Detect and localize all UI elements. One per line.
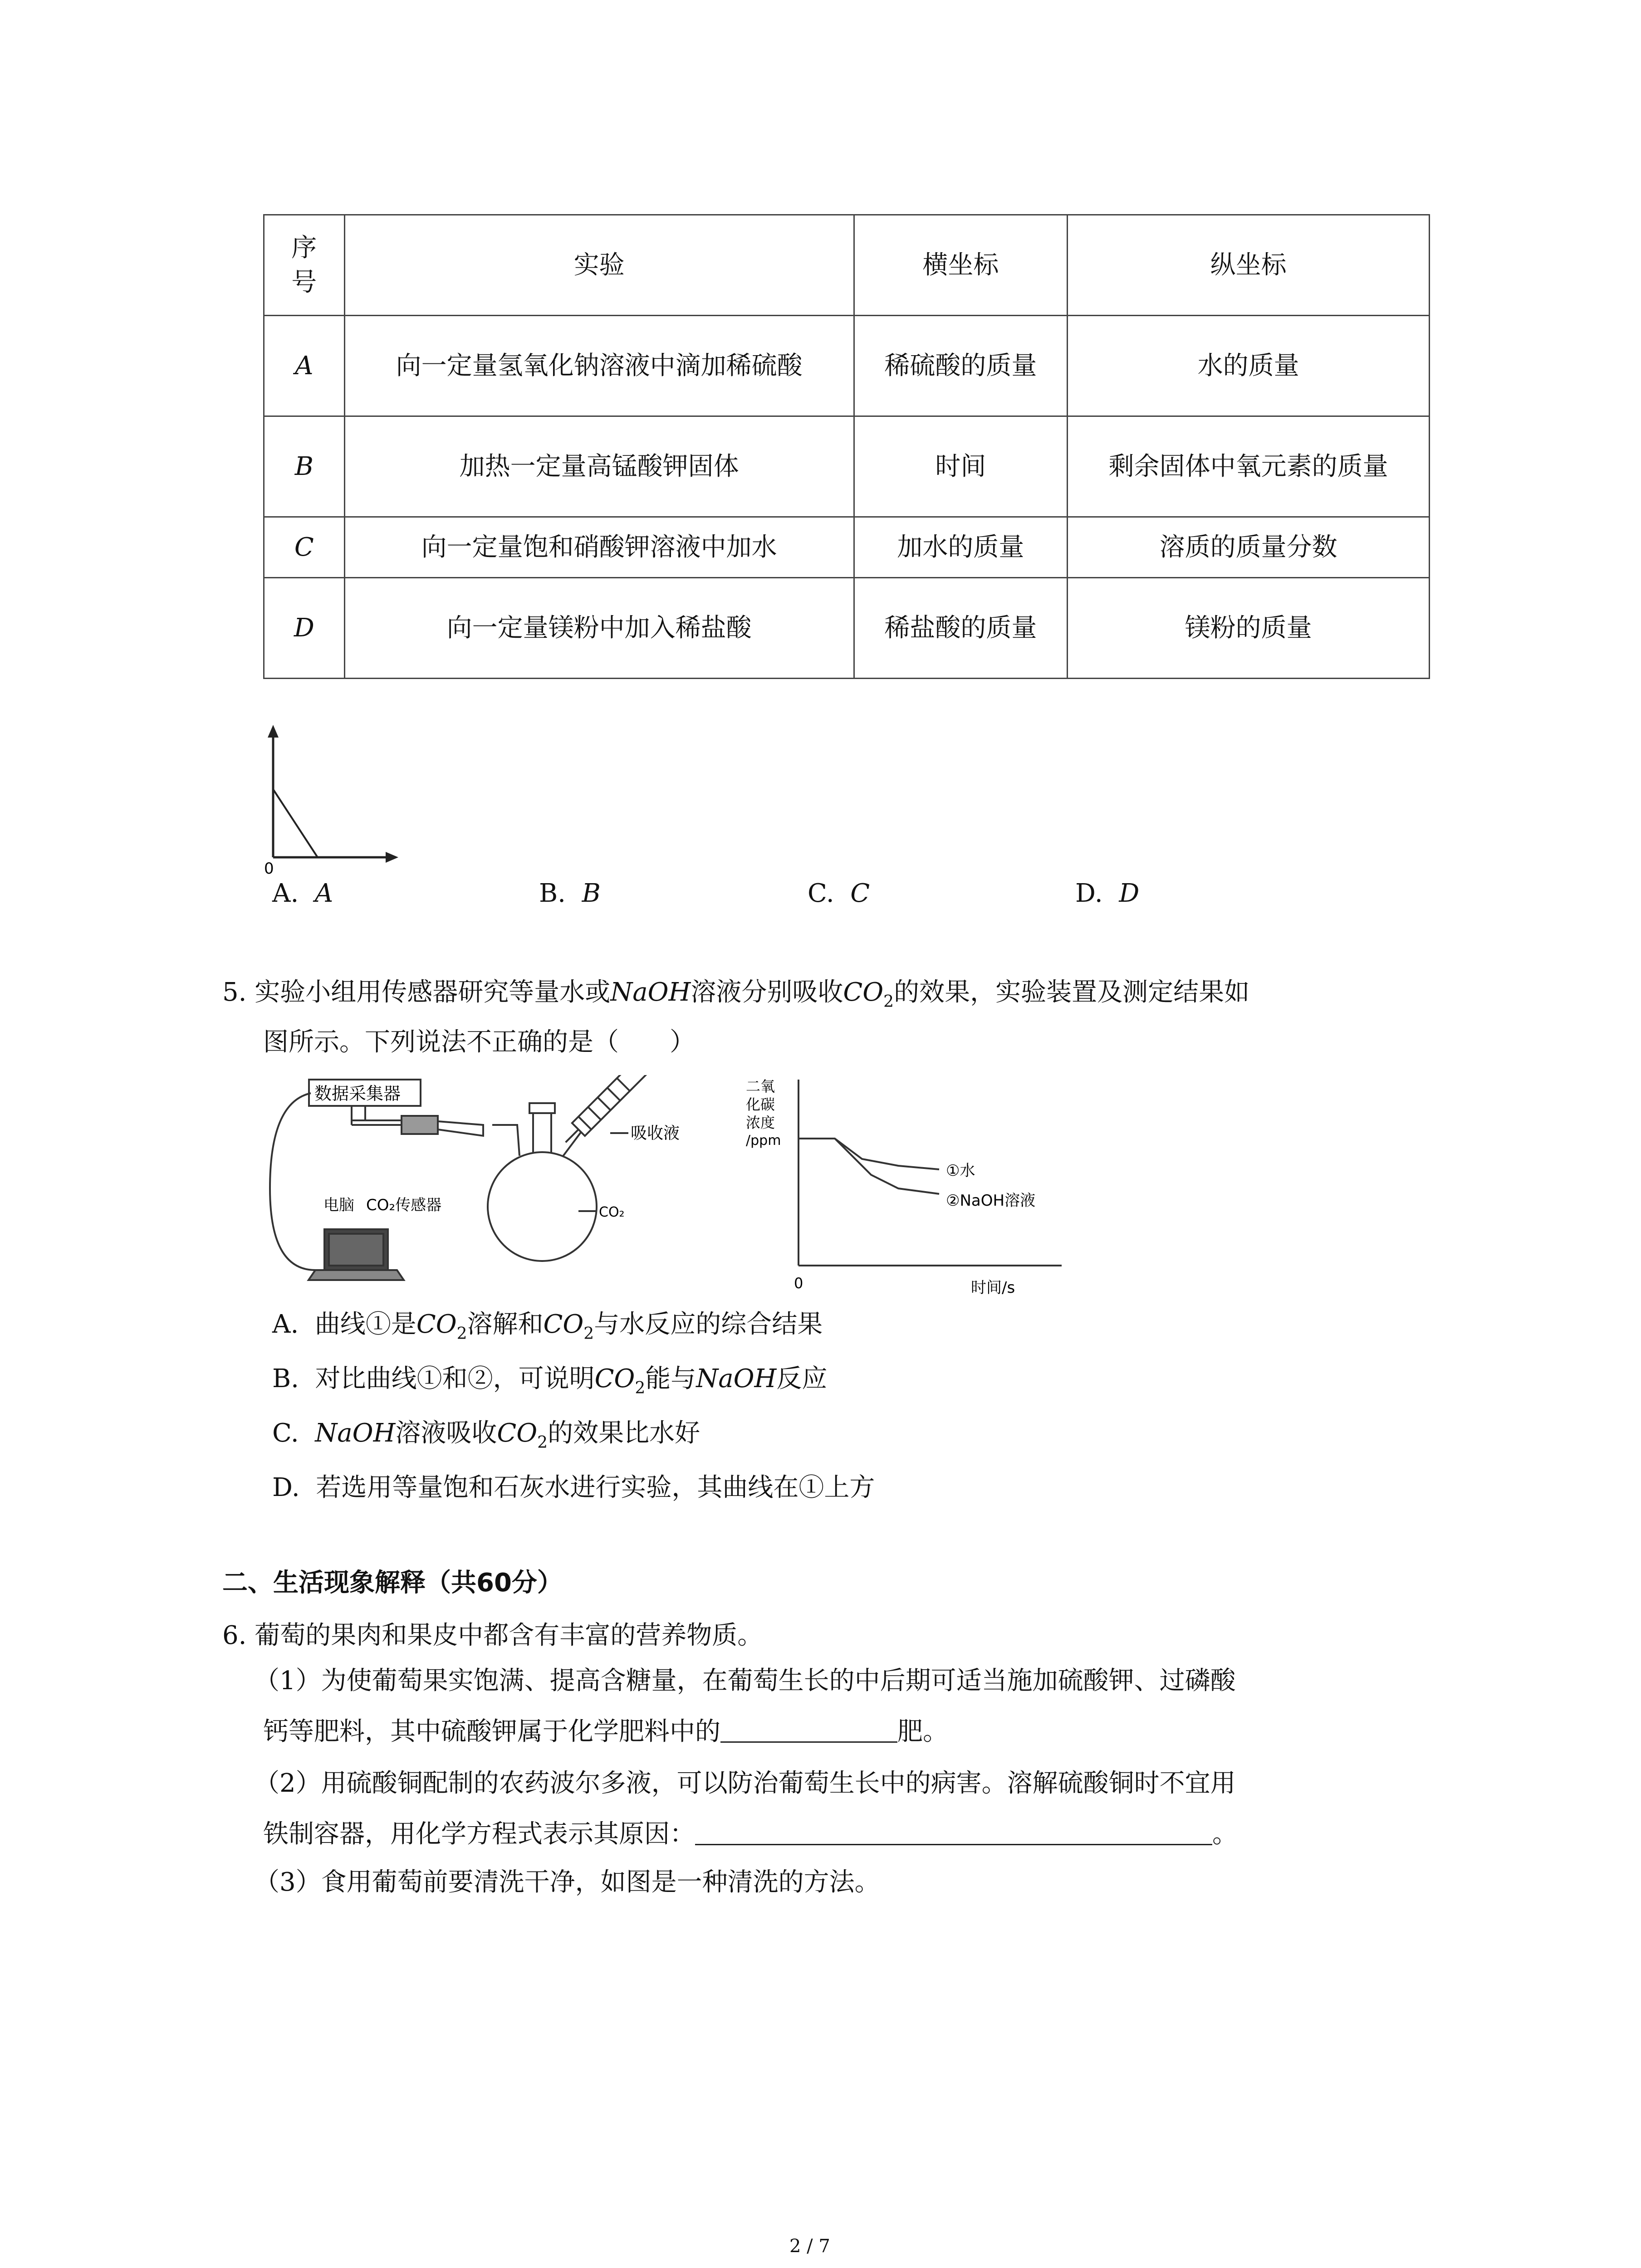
- q6-stem: 6. 葡萄的果肉和果皮中都含有丰富的营养物质。: [222, 1621, 763, 1650]
- q6-part2-line2: 铁制容器，用化学方程式表示其原因： 。: [263, 1819, 1238, 1849]
- row-id: B: [264, 416, 345, 517]
- row-id: D: [264, 578, 345, 679]
- row-experiment: 向一定量镁粉中加入稀盐酸: [344, 578, 854, 679]
- table-row: [264, 578, 1430, 679]
- table-row: [264, 517, 1430, 578]
- sensor-label: CO₂传感器: [366, 1196, 442, 1214]
- header-y-axis: 纵坐标: [1068, 215, 1430, 316]
- page-number: 2 / 7: [789, 2236, 830, 2257]
- curve-naoh: [835, 1139, 939, 1194]
- graph-ylabel-4: /ppm: [746, 1133, 781, 1149]
- q4-option-b[interactable]: B. B: [539, 879, 601, 908]
- section-2-title: 二、生活现象解释（共60分）: [222, 1568, 563, 1598]
- small-line-graph: [254, 721, 404, 875]
- equation-answer-blank[interactable]: [695, 1822, 1212, 1845]
- co2-sensor: [402, 1116, 438, 1134]
- curve-water-label: ①水: [946, 1162, 975, 1180]
- curve-water: [798, 1139, 939, 1169]
- absorbent-label: 吸收液: [631, 1124, 680, 1143]
- row-y: 水的质量: [1068, 316, 1430, 416]
- table-row: [264, 316, 1430, 416]
- row-x: 稀盐酸的质量: [854, 578, 1068, 679]
- row-y: 溶质的质量分数: [1068, 517, 1430, 578]
- curve-naoh-label: ②NaOH溶液: [946, 1192, 1036, 1210]
- q5-stem-line2: 图所示。下列说法不正确的是（ ）: [263, 1027, 695, 1057]
- row-experiment: 向一定量氢氧化钠溶液中滴加稀硫酸: [344, 316, 854, 416]
- computer-label: 电脑: [323, 1196, 354, 1214]
- apparatus-figure: [265, 1075, 733, 1288]
- graph-ylabel-1: 二氧: [746, 1078, 775, 1095]
- collector-label: 数据采集器: [314, 1084, 401, 1104]
- row-x: 加水的质量: [854, 517, 1068, 578]
- gas-label: CO₂: [599, 1204, 625, 1220]
- q6-part1-line2: 钙等肥料，其中硫酸钾属于化学肥料中的 肥。: [263, 1717, 948, 1746]
- row-experiment: 加热一定量高锰酸钾固体: [344, 416, 854, 517]
- header-index: 序 号: [264, 215, 345, 316]
- table-row: [264, 416, 1430, 517]
- fertilizer-answer-blank[interactable]: [720, 1720, 897, 1743]
- y-axis-arrow: [268, 725, 279, 738]
- q6-part1-line1: （1）为使葡萄果实饱满、提高含糖量，在葡萄生长的中后期可适当施加硫酸钾、过磷酸: [254, 1666, 1236, 1696]
- table-header-row: [264, 215, 1430, 316]
- graph-ylabel-2: 化碳: [746, 1096, 775, 1113]
- graph-ylabel-3: 浓度: [746, 1114, 775, 1131]
- q5-option-c[interactable]: C. NaOH溶液吸收$CO_2$的效果比水好: [272, 1418, 700, 1452]
- experiment-table: [263, 214, 1430, 679]
- row-y: 剩余固体中氧元素的质量: [1068, 416, 1430, 517]
- wire-collector-computer: [270, 1093, 320, 1270]
- q4-option-c[interactable]: C. C: [808, 879, 870, 908]
- row-id: C: [264, 517, 345, 578]
- three-neck-flask: [488, 1152, 597, 1261]
- graph-xlabel: 时间/s: [971, 1279, 1015, 1297]
- q4-option-d[interactable]: D. D: [1075, 879, 1140, 908]
- wire-collector-sensor: [365, 1106, 370, 1120]
- q5-option-a[interactable]: A. 曲线①是$CO_2$溶解和$CO_2$与水反应的综合结果: [272, 1310, 823, 1343]
- header-x-axis: 横坐标: [854, 215, 1068, 316]
- q5-option-b[interactable]: B. 对比曲线①和②，可说明$CO_2$能与NaOH反应: [272, 1364, 828, 1398]
- q6-part3: （3）食用葡萄前要清洗干净，如图是一种清洗的方法。: [254, 1867, 880, 1897]
- header-experiment: 实验: [344, 215, 854, 316]
- graph-origin: 0: [264, 860, 274, 875]
- q5-option-d[interactable]: D. 若选用等量饱和石灰水进行实验，其曲线在①上方: [272, 1473, 875, 1502]
- sensor-tube: [438, 1121, 483, 1136]
- q4-option-a[interactable]: A. A: [272, 879, 333, 908]
- q5-stem-line1: 5. 实验小组用传感器研究等量水或NaOH溶液分别吸收$CO_2$的效果，实验装置及测定结果如: [222, 978, 1250, 1011]
- q6-part2-line1: （2）用硫酸铜配制的农药波尔多液，可以防治葡萄生长中的病害。溶解硫酸铜时不宜用: [254, 1769, 1236, 1798]
- row-x: 稀硫酸的质量: [854, 316, 1068, 416]
- x-axis-arrow: [386, 852, 398, 863]
- row-y: 镁粉的质量: [1068, 578, 1430, 679]
- row-x: 时间: [854, 416, 1068, 517]
- graph-origin: 0: [794, 1275, 803, 1292]
- row-experiment: 向一定量饱和硝酸钾溶液中加水: [344, 517, 854, 578]
- co2-concentration-graph: [744, 1075, 1080, 1302]
- decreasing-line: [273, 789, 318, 857]
- row-id: A: [264, 316, 345, 416]
